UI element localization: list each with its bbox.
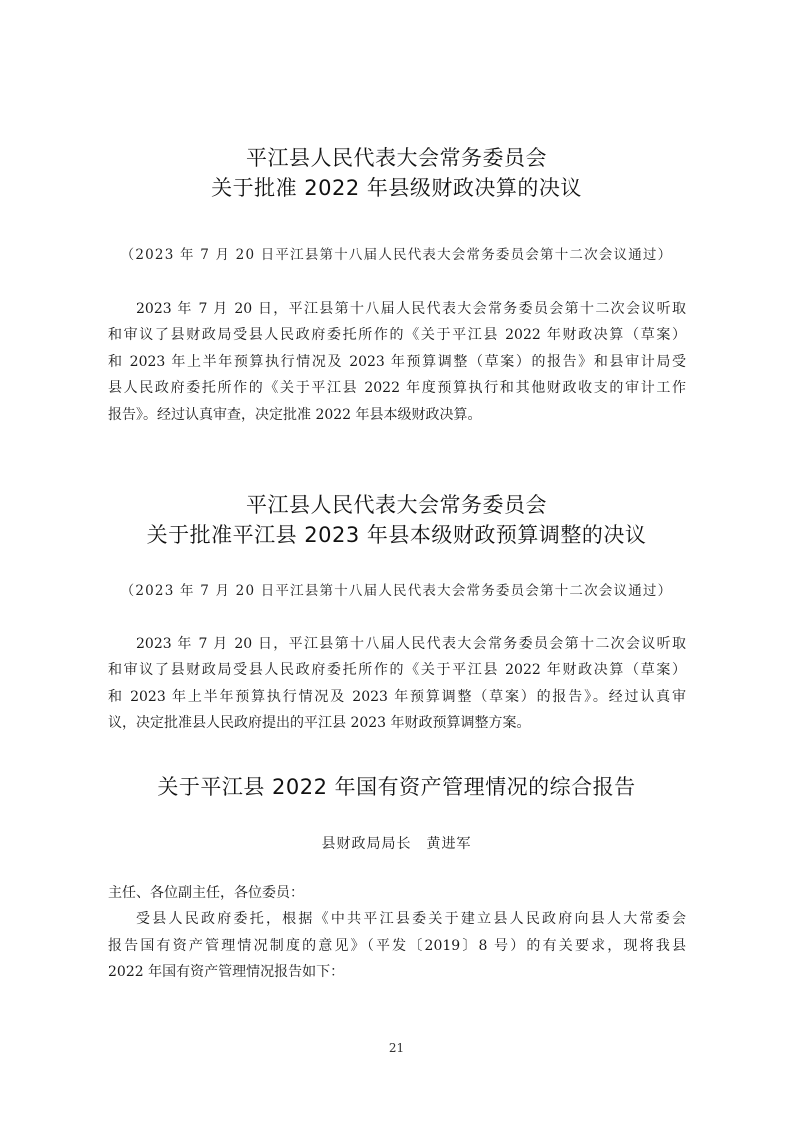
- page-number: 21: [388, 1041, 405, 1055]
- resolution1-title-line2: 关于批准 2022 年县级财政决算的决议: [211, 176, 582, 200]
- resolution1-body-line: 2023 年 7 月 20 日，平江县第十八届人民代表大会常务委员会第十二次会议听取: [136, 301, 686, 317]
- resolution1-body-line: 和 2023 年上半年预算执行情况及 2023 年预算调整（草案）的报告》和县审计局受: [108, 353, 686, 370]
- resolution2-body-line: 和审议了县财政局受县人民政府委托所作的《关于平江县 2022 年财政决算（草案）: [108, 662, 686, 679]
- report-author: 县财政局局长 黄进军: [321, 836, 472, 852]
- resolution1-session-note: （2023 年 7 月 20 日平江县第十八届人民代表大会常务委员会第十二次会议通过）: [120, 247, 673, 263]
- report-title: 关于平江县 2022 年国有资产管理情况的综合报告: [157, 775, 636, 799]
- report-salutation: 主任、各位副主任，各位委员：: [108, 885, 304, 901]
- resolution1-body-line: 县人民政府委托所作的《关于平江县 2022 年度预算执行和其他财政收支的审计工作: [108, 380, 686, 397]
- resolution1-body: [108, 296, 686, 428]
- report-body-line: 受县人民政府委托，根据《中共平江县委关于建立县人民政府向县人大常委会: [136, 911, 686, 928]
- resolution2-title-line1: 平江县人民代表大会常务委员会: [246, 493, 547, 517]
- resolution1-body-line: 报告》。经过认真审查，决定批准 2022 年县本级财政决算。: [108, 406, 482, 423]
- report-body-line: 报告国有资产管理情况制度的意见》（平发〔2019〕8 号）的有关要求，现将我县: [108, 937, 686, 954]
- resolution2-body-line: 2023 年 7 月 20 日，平江县第十八届人民代表大会常务委员会第十二次会议听取: [136, 636, 686, 652]
- resolution2-body-line: 和 2023 年上半年预算执行情况及 2023 年预算调整（草案）的报告》。经过认真审: [108, 688, 686, 705]
- resolution2-body: [108, 631, 686, 737]
- resolution2-title-line2: 关于批准平江县 2023 年县本级财政预算调整的决议: [146, 523, 647, 547]
- resolution1-body-line: 和审议了县财政局受县人民政府委托所作的《关于平江县 2022 年财政决算（草案）: [108, 327, 686, 344]
- resolution2-body-line: 议，决定批准县人民政府提出的平江县 2023 年财政预算调整方案。: [108, 715, 531, 732]
- resolution2-session-note: （2023 年 7 月 20 日平江县第十八届人民代表大会常务委员会第十二次会议通过）: [120, 583, 673, 599]
- report-body-line: 2022 年国有资产管理情况报告如下：: [108, 964, 345, 981]
- resolution1-title-line1: 平江县人民代表大会常务委员会: [246, 146, 547, 170]
- report-body: [108, 880, 686, 986]
